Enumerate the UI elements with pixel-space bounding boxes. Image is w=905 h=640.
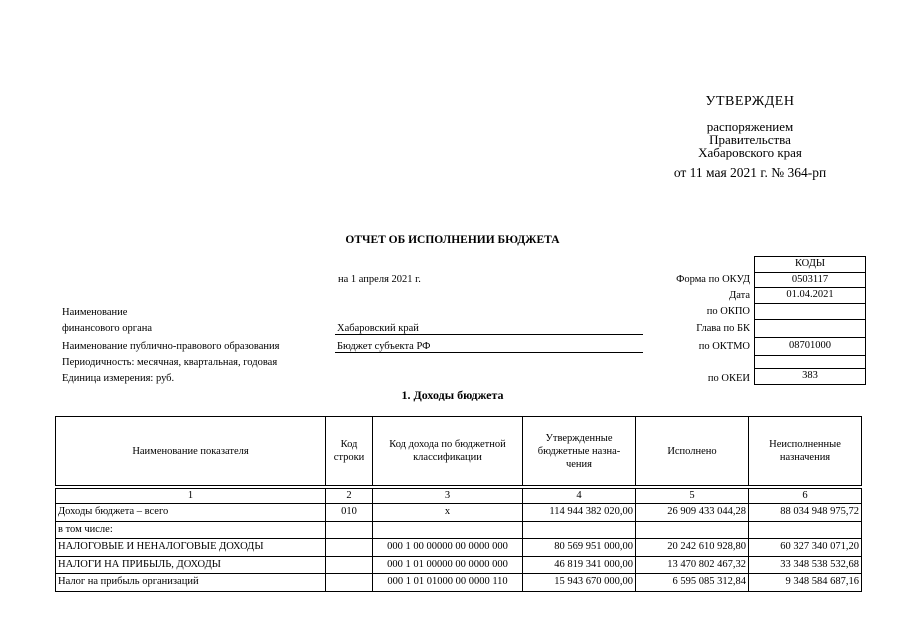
col-num-5: 5 [636, 489, 749, 504]
code-label-glava-bk: Глава по БК [696, 323, 750, 334]
code-label-okud: Форма по ОКУД [676, 274, 750, 285]
row-name: в том числе: [56, 521, 326, 539]
row-income-code [373, 521, 523, 539]
col-num-4: 4 [523, 489, 636, 504]
code-label-okpo: по ОКПО [706, 306, 750, 317]
approval-block [640, 94, 860, 181]
table-row [56, 521, 862, 539]
codes-header: КОДЫ [755, 257, 866, 273]
col-num-1: 1 [56, 489, 326, 504]
label-periodicity: Периодичность: месячная, квартальная, годовая [62, 357, 278, 368]
row-income-code: x [373, 504, 523, 522]
code-okud: 0503117 [755, 272, 866, 288]
label-naimenovanie: Наименование [62, 307, 128, 318]
col-header-income-code: Код дохода по бюджетной классификации [373, 417, 523, 486]
row-unexecuted: 88 034 948 975,72 [749, 504, 862, 522]
row-executed: 6 595 085 312,84 [636, 574, 749, 592]
row-approved: 80 569 951 000,00 [523, 539, 636, 557]
col-num-3: 3 [373, 489, 523, 504]
approval-line3: Хабаровского края [698, 145, 802, 160]
row-income-code: 000 1 01 00000 00 0000 000 [373, 556, 523, 574]
col-num-6: 6 [749, 489, 862, 504]
table-row [56, 504, 862, 522]
row-approved [523, 521, 636, 539]
section-title: 1. Доходы бюджета [401, 388, 504, 402]
row-income-code: 000 1 00 00000 00 0000 000 [373, 539, 523, 557]
row-name: НАЛОГИ НА ПРИБЫЛЬ, ДОХОДЫ [56, 556, 326, 574]
col-header-unexecuted: Неисполненные назначения [749, 417, 862, 486]
row-unexecuted: 60 327 340 071,20 [749, 539, 862, 557]
column-number-row [56, 489, 862, 504]
label-fin-organ: финансового органа [62, 323, 153, 334]
code-date: 01.04.2021 [755, 288, 866, 304]
code-label-oktmo: по ОКТМО [698, 341, 750, 352]
code-oktmo: 08701000 [755, 337, 866, 355]
report-title: ОТЧЕТ ОБ ИСПОЛНЕНИИ БЮДЖЕТА [345, 234, 560, 246]
col-header-row-code: Код строки [326, 417, 373, 486]
row-code: 010 [326, 504, 373, 522]
col-num-2: 2 [326, 489, 373, 504]
row-income-code: 000 1 01 01000 00 0000 110 [373, 574, 523, 592]
row-code [326, 539, 373, 557]
approval-line1: распоряжением [706, 119, 794, 134]
row-executed: 13 470 802 467,32 [636, 556, 749, 574]
code-okpo [755, 303, 866, 319]
row-name: НАЛОГОВЫЕ И НЕНАЛОГОВЫЕ ДОХОДЫ [56, 539, 326, 557]
public-entity-value: Бюджет субъекта РФ [335, 341, 643, 353]
approval-date: от 11 мая 2021 г. № 364-рп [673, 165, 827, 180]
code-blank [755, 355, 866, 368]
income-table [55, 416, 862, 592]
row-name: Доходы бюджета – всего [56, 504, 326, 522]
row-unexecuted: 9 348 584 687,16 [749, 574, 862, 592]
row-executed [636, 521, 749, 539]
row-unexecuted: 33 348 538 532,68 [749, 556, 862, 574]
col-header-executed: Исполнено [636, 417, 749, 486]
row-code [326, 556, 373, 574]
code-label-okei: по ОКЕИ [707, 373, 750, 384]
row-code [326, 521, 373, 539]
row-name: Налог на прибыль организаций [56, 574, 326, 592]
col-header-name: Наименование показателя [56, 417, 326, 486]
codes-table [754, 256, 866, 385]
row-code [326, 574, 373, 592]
table-row [56, 556, 862, 574]
report-date: на 1 апреля 2021 г. [338, 274, 421, 285]
row-unexecuted [749, 521, 862, 539]
code-glava-bk [755, 319, 866, 337]
row-executed: 26 909 433 044,28 [636, 504, 749, 522]
code-okei: 383 [755, 368, 866, 384]
approval-title: УТВЕРЖДЕН [705, 94, 795, 109]
approval-line2: Правительства [709, 132, 791, 147]
table-row [56, 539, 862, 557]
table-row [56, 574, 862, 592]
code-label-date: Дата [729, 290, 750, 301]
row-executed: 20 242 610 928,80 [636, 539, 749, 557]
label-unit: Единица измерения: руб. [62, 373, 175, 384]
row-approved: 114 944 382 020,00 [523, 504, 636, 522]
row-approved: 46 819 341 000,00 [523, 556, 636, 574]
label-public-entity: Наименование публично-правового образования [62, 341, 280, 352]
col-header-approved: Утвержденные бюджетные назна-чения [523, 417, 636, 486]
table-header-row [56, 417, 862, 486]
fin-organ-value: Хабаровский край [335, 323, 643, 335]
row-approved: 15 943 670 000,00 [523, 574, 636, 592]
